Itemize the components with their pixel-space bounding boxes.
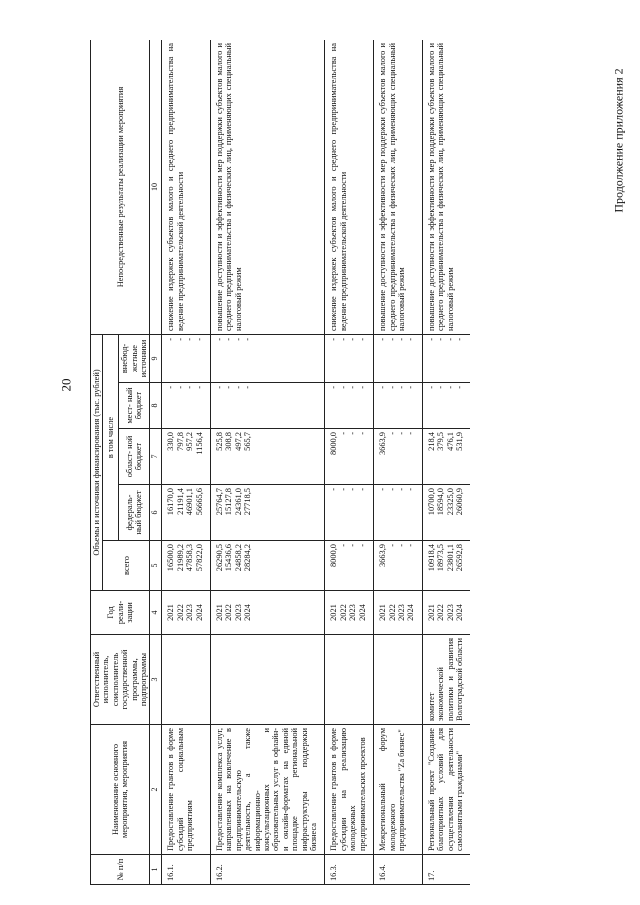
rotated-table-wrapper [90,40,604,885]
row-number: 16.2. [211,855,325,885]
regional-cell: 525,8 308,8 497,2 565,7 [211,429,325,485]
federal-cell: 10700,0 18594,0 23325,0 26060,9 [422,485,470,541]
responsible-executor [162,635,211,725]
activity-name: Предоставление комплекса услуг, направленных на вовлечение в предпринимательскую деятельность, а также информационно-консультационных и образовательных услуг в офлайн- и онлайн-форматах на единой площадке региональной инфраструктуры поддержки бизнеса [211,725,325,855]
regional-cell: 8000,0 - - - [325,429,374,485]
column-number: 4 [150,591,162,635]
table-row [422,40,470,885]
years-cell: 2021 2022 2023 2024 [211,591,325,635]
header-num: № п/п [91,855,150,885]
header-total: всего [103,541,150,591]
total-cell: 10918,4 18973,5 23801,1 26592,8 [422,541,470,591]
result-cell: повышение доступности и эффективности мер поддержки субъектов малого и среднего предпринимательства и физических лиц, применяющих специальный налоговый режим [374,40,423,335]
table-row [162,40,211,885]
federal-cell: 25764,7 15127,8 24361,0 27718,5 [211,485,325,541]
offbudget-cell: - - - - [325,335,374,383]
activity-name: Предоставление грантов в форме субсидии на реализацию молодежных предпринимательских проектов [325,725,374,855]
column-number: 10 [150,40,162,335]
activity-name: Региональный проект "Создание благоприятных условий для осуществления деятельности самозанятыми гражданами" [422,725,470,855]
column-number: 8 [150,383,162,429]
row-number: 16.4. [374,855,423,885]
years-cell: 2021 2022 2023 2024 [162,591,211,635]
regional-cell: 330,0 797,8 957,2 1156,4 [162,429,211,485]
financing-table [90,40,470,885]
header-regional: област- ной бюджет [119,429,150,485]
years-cell: 2021 2022 2023 2024 [422,591,470,635]
row-number: 16.1. [162,855,211,885]
row-number: 17. [422,855,470,885]
activity-name: Предоставление грантов в форме субсидий социальным предприятиям [162,725,211,855]
continuation-caption: Продолжение приложения 2 [611,67,626,213]
local-cell: - - - - [211,383,325,429]
local-cell: - - - - [325,383,374,429]
column-number: 3 [150,635,162,725]
result-cell: повышение доступности и эффективности мер поддержки субъектов малого и среднего предпринимательства и физических лиц, применяющих специальный налоговый режим [422,40,470,335]
result-cell: повышение доступности и эффективности мер поддержки субъектов малого и среднего предпринимательства и физических лиц, применяющих специальный налоговый режим [211,40,325,335]
years-cell: 2021 2022 2023 2024 [374,591,423,635]
responsible-executor [325,635,374,725]
column-number: 7 [150,429,162,485]
header-executor: Ответственный исполнитель, соисполнитель государственной программы, подпрограммы [91,635,150,725]
total-cell: 8000,0 - - - [325,541,374,591]
federal-cell: - - - - [325,485,374,541]
total-cell: 16500,0 21989,2 47858,3 57822,0 [162,541,211,591]
responsible-executor: комитет экономической политики и развития Волгоградской области [422,635,470,725]
header-year: Год реали- зации [91,591,150,635]
column-number: 9 [150,335,162,383]
column-number: 6 [150,485,162,541]
federal-cell: 16170,0 21191,4 46901,1 56665,6 [162,485,211,541]
table-row [211,40,325,885]
column-number: 1 [150,855,162,885]
years-cell: 2021 2022 2023 2024 [325,591,374,635]
column-number: 5 [150,541,162,591]
offbudget-cell: - - - - [422,335,470,383]
total-cell: 3663,9 - - - [374,541,423,591]
header-result: Непосредственные результаты реализации мероприятия [91,40,150,335]
header-name: Наименование основного мероприятия, мероприятия [91,725,150,855]
column-number: 2 [150,725,162,855]
offbudget-cell: - - - - [374,335,423,383]
header-including: в том числе [103,335,119,541]
header-federal: федераль- ный бюджет [119,485,150,541]
activity-name: Межрегиональный форум молодежного предпринимательства "Za бизнес" [374,725,423,855]
header-offbudget: внебюд- жетные источники [119,335,150,383]
local-cell: - - - - [374,383,423,429]
row-number: 16.3. [325,855,374,885]
offbudget-cell: - - - - [162,335,211,383]
responsible-executor [211,635,325,725]
column-numbers-row [150,40,162,885]
table-row [374,40,423,885]
offbudget-cell: - - - - [211,335,325,383]
header-local: мест- ный бюджет [119,383,150,429]
header-volumes: Объемы и источники финансирования (тыс. рублей) [91,335,103,591]
total-cell: 26290,5 15436,6 24858,2 28284,2 [211,541,325,591]
page-number: 20 [58,378,73,392]
table-row [325,40,374,885]
responsible-executor [374,635,423,725]
regional-cell: 3663,9 - - - [374,429,423,485]
result-cell: снижение издержек субъектов малого и среднего предпринимательства на ведение предпринимательской деятельности [162,40,211,335]
regional-cell: 218,4 379,5 476,1 531,9 [422,429,470,485]
local-cell: - - - - [162,383,211,429]
federal-cell: - - - - [374,485,423,541]
local-cell: - - - - [422,383,470,429]
result-cell: снижение издержек субъектов малого и среднего предпринимательства на ведение предпринимательской деятельности [325,40,374,335]
